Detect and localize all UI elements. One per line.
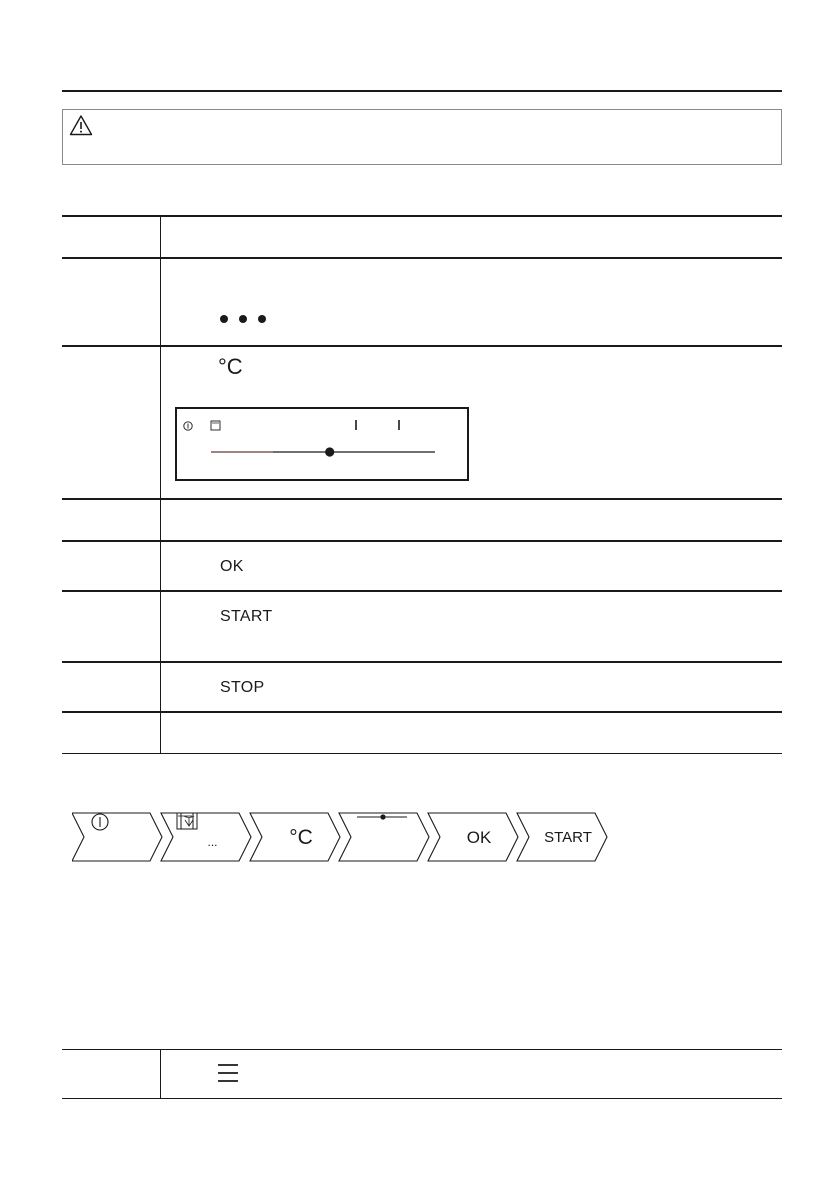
power-icon bbox=[184, 422, 192, 430]
step-number-cell bbox=[62, 541, 161, 591]
step-description-cell bbox=[161, 499, 783, 541]
step-description-cell bbox=[161, 662, 783, 712]
more-options-icon bbox=[219, 314, 271, 324]
grill-mode-icon bbox=[180, 812, 200, 830]
steps-table bbox=[62, 215, 782, 754]
step-number-cell bbox=[62, 216, 161, 258]
warning-box bbox=[62, 109, 782, 165]
table-row bbox=[62, 541, 782, 591]
ok-button-symbol: OK bbox=[466, 827, 492, 847]
menu-icon bbox=[217, 1062, 239, 1084]
slider-knob[interactable] bbox=[325, 447, 334, 456]
step-number-cell bbox=[62, 346, 161, 499]
table-row bbox=[62, 662, 782, 712]
table-row bbox=[62, 591, 782, 662]
step-number-cell bbox=[62, 499, 161, 541]
step-description-cell bbox=[161, 1050, 783, 1099]
step-number-cell bbox=[62, 712, 161, 753]
slider-icon bbox=[357, 812, 407, 822]
start-button-symbol: START bbox=[220, 608, 273, 625]
table-row bbox=[62, 1050, 782, 1099]
step-description-cell bbox=[161, 591, 783, 662]
temperature-symbol: °C bbox=[218, 354, 243, 379]
step-number-cell bbox=[62, 1050, 161, 1099]
oven-mode-icon bbox=[211, 421, 220, 430]
table-row bbox=[62, 499, 782, 541]
table-row bbox=[62, 712, 782, 753]
step-number-cell bbox=[62, 258, 161, 346]
start-button-symbol: START bbox=[544, 828, 592, 846]
step-description-cell bbox=[161, 216, 783, 258]
quick-start-sequence bbox=[72, 812, 632, 862]
sequence-step-start bbox=[535, 812, 601, 862]
step-number-cell bbox=[62, 591, 161, 662]
sequence-step-ok bbox=[446, 812, 512, 862]
sequence-step-power bbox=[90, 812, 156, 862]
step-description-cell bbox=[161, 712, 783, 753]
sequence-step-slider bbox=[357, 812, 423, 862]
step-description-cell bbox=[161, 541, 783, 591]
step-number-cell bbox=[62, 662, 161, 712]
step-description-cell bbox=[161, 346, 783, 499]
sequence-step-temperature bbox=[268, 812, 334, 862]
warning-triangle-icon bbox=[69, 114, 93, 136]
stop-button-symbol: STOP bbox=[220, 679, 265, 696]
more-functions-ellipsis: ... bbox=[207, 835, 218, 849]
power-icon bbox=[90, 812, 110, 832]
step-description-cell bbox=[161, 258, 783, 346]
table-row bbox=[62, 258, 782, 346]
sequence-step-function bbox=[176, 812, 248, 862]
top-rule bbox=[62, 90, 782, 92]
ok-button-symbol: OK bbox=[220, 558, 244, 575]
table-row bbox=[62, 216, 782, 258]
table-row bbox=[62, 346, 782, 499]
control-panel-display bbox=[175, 407, 469, 481]
control-panel-illustration bbox=[177, 409, 471, 483]
temperature-symbol: °C bbox=[289, 825, 313, 849]
menu-table bbox=[62, 1049, 782, 1099]
